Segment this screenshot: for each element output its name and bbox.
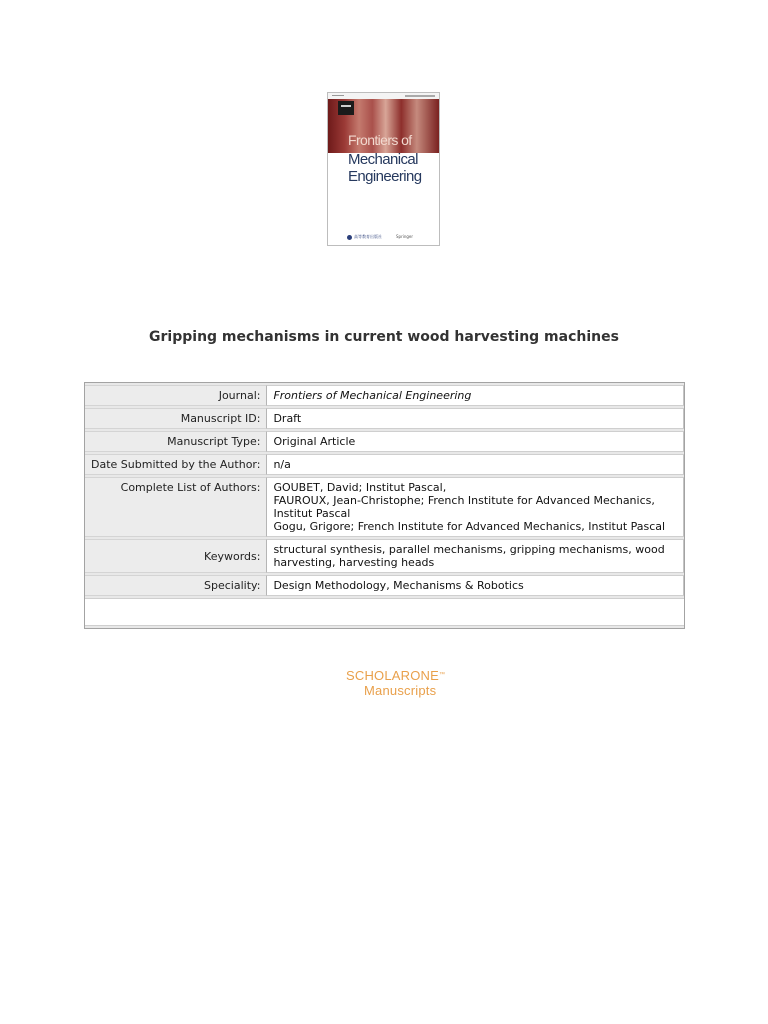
manuscript-type-label: Manuscript Type:	[85, 431, 267, 452]
journal-cover-image	[327, 92, 440, 246]
empty-cell	[85, 598, 684, 626]
date-submitted-label: Date Submitted by the Author:	[85, 454, 267, 475]
table-row	[85, 408, 684, 429]
speciality-value: Design Methodology, Mechanisms & Robotics	[267, 575, 684, 596]
scholarone-logo	[346, 668, 445, 698]
trademark-symbol: ™	[439, 672, 446, 678]
table-row	[85, 575, 684, 596]
table-row	[85, 454, 684, 475]
scholarone-product: Manuscripts	[364, 683, 437, 698]
author-line: Gogu, Grigore; French Institute for Advanced Mechanics, Institut Pascal	[273, 520, 666, 533]
author-line: FAUROUX, Jean-Christophe; French Institute for Advanced Mechanics,	[273, 494, 655, 507]
author-line: Institut Pascal	[273, 507, 351, 520]
manuscript-id-label: Manuscript ID:	[85, 408, 267, 429]
manuscript-type-value: Original Article	[267, 431, 684, 452]
authors-value	[267, 477, 684, 537]
keywords-label: Keywords:	[85, 539, 267, 573]
manuscript-id-value: Draft	[267, 408, 684, 429]
author-line: GOUBET, David; Institut Pascal,	[273, 481, 447, 494]
cover-title-line2: Mechanical Engineering	[348, 151, 422, 185]
table-row	[85, 385, 684, 406]
table-row	[85, 431, 684, 452]
scholarone-brand-part2: ONE	[410, 668, 440, 683]
document-title: Gripping mechanisms in current wood harvesting machines	[149, 329, 619, 345]
manuscript-info-table	[85, 383, 684, 628]
journal-value: Frontiers of Mechanical Engineering	[267, 385, 684, 406]
table-row	[85, 539, 684, 573]
cover-publisher-right: Springer	[396, 234, 414, 239]
authors-label: Complete List of Authors:	[85, 477, 267, 537]
cover-title-line1: Frontiers of	[348, 132, 412, 148]
speciality-label: Speciality:	[85, 575, 267, 596]
keywords-line: harvesting, harvesting heads	[273, 556, 435, 569]
scholarone-brand-part1: SCHOLAR	[346, 668, 411, 683]
cover-logo-icon	[338, 101, 354, 115]
date-submitted-value: n/a	[267, 454, 684, 475]
keywords-line: structural synthesis, parallel mechanisms, gripping mechanisms, wood	[273, 543, 665, 556]
empty-row	[85, 598, 684, 626]
table-row	[85, 477, 684, 537]
cover-publisher-left: 高等教育出版社	[347, 234, 382, 240]
keywords-value	[267, 539, 684, 573]
journal-label: Journal:	[85, 385, 267, 406]
